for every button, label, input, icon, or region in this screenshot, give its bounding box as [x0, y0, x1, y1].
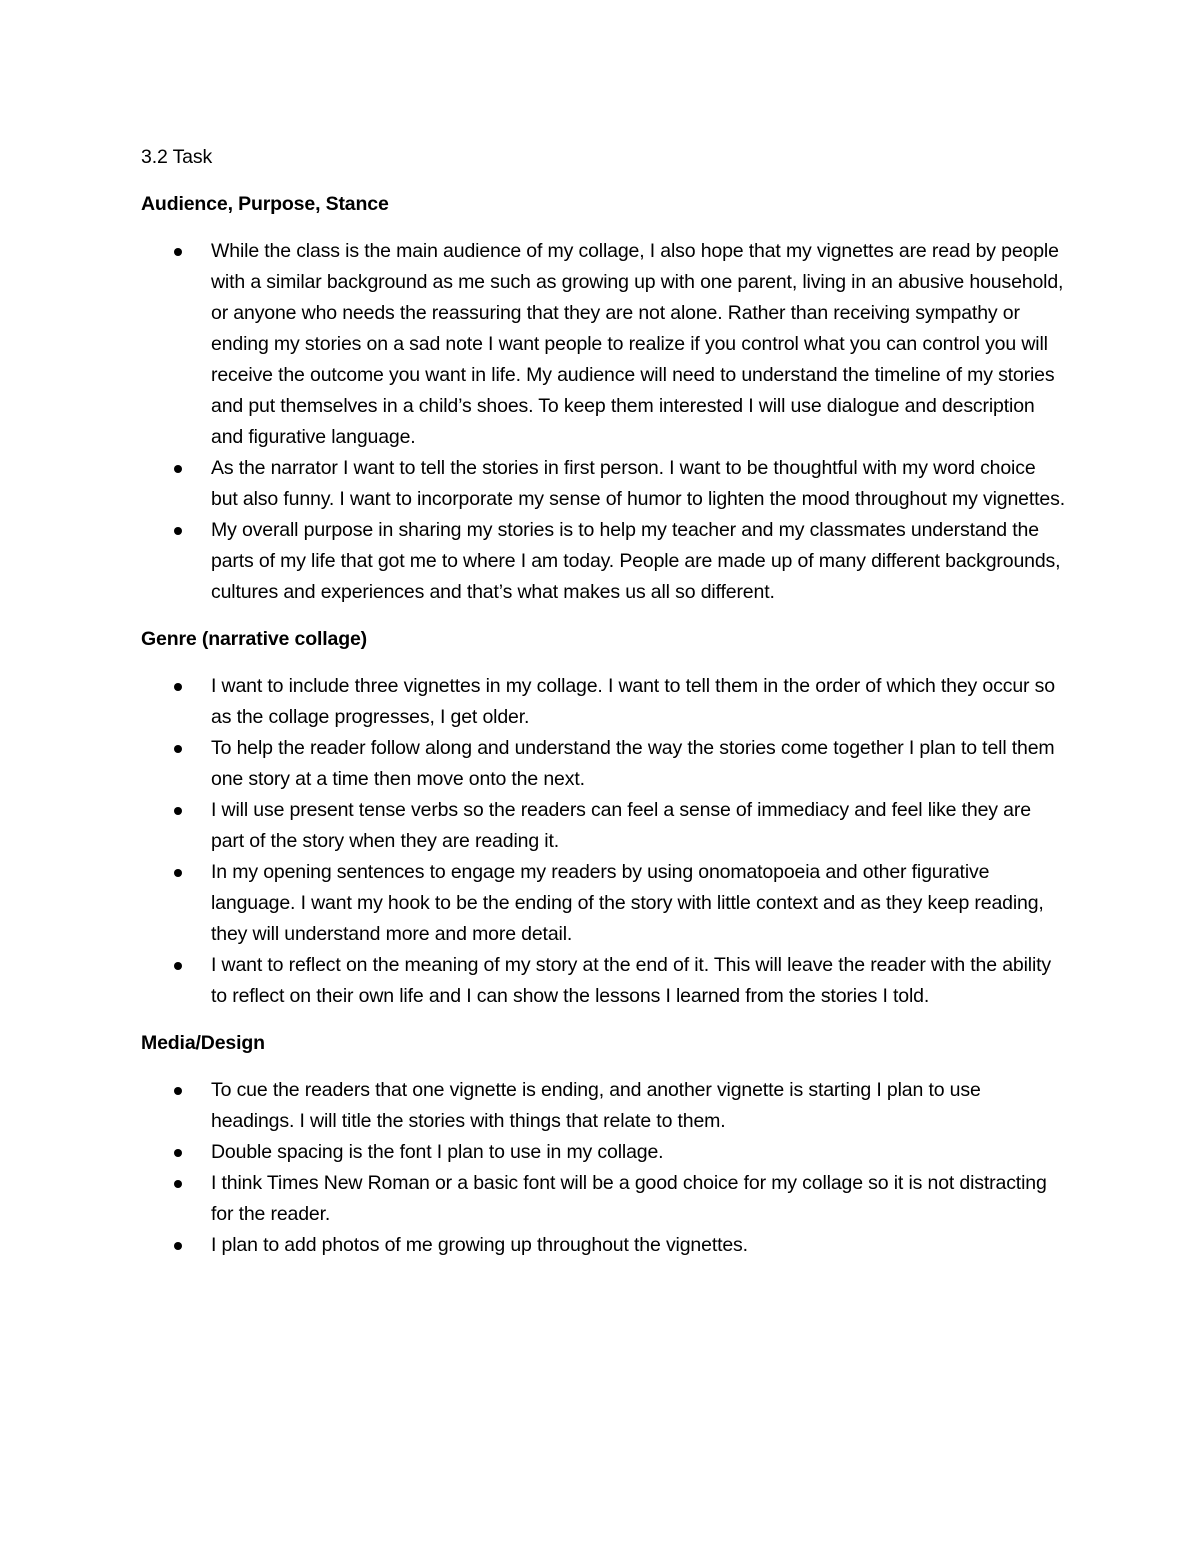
- bullet-text: In my opening sentences to engage my readers by using onomatopoeia and other figurative language. I want my hook to be the ending of the story with little context and as they keep reading, they will understand more and more detail.: [211, 861, 1044, 945]
- list-item: [141, 733, 1066, 795]
- section-heading-audience-purpose-stance: Audience, Purpose, Stance: [141, 193, 389, 215]
- list-item: [141, 1137, 1066, 1168]
- bullet-text: As the narrator I want to tell the stories in first person. I want to be thoughtful with my word choice but also funny. I want to incorporate my sense of humor to lighten the mood throughout my vignettes.: [211, 457, 1065, 510]
- section-heading-genre: Genre (narrative collage): [141, 628, 368, 650]
- bullet-text: I plan to add photos of me growing up throughout the vignettes.: [211, 1234, 748, 1256]
- task-title: 3.2 Task: [141, 146, 213, 168]
- bullet-text: I will use present tense verbs so the readers can feel a sense of immediacy and feel like they are part of the story when they are reading it.: [211, 799, 1031, 852]
- list-item: [141, 453, 1066, 515]
- list-item: [141, 515, 1066, 608]
- bullet-icon: [174, 683, 182, 691]
- bullet-icon: [174, 745, 182, 753]
- bullet-text: I want to reflect on the meaning of my story at the end of it. This will leave the reader with the ability to reflect on their own life and I can show the lessons I learned from the stories I told.: [211, 954, 1052, 1007]
- bullet-text: I think Times New Roman or a basic font will be a good choice for my collage so it is not distracting for the reader.: [211, 1172, 1047, 1225]
- list-item: [141, 857, 1066, 950]
- list-item: [141, 1075, 1066, 1137]
- list-item: [141, 950, 1066, 1012]
- bullet-icon: [174, 527, 182, 535]
- list-item: [141, 1168, 1066, 1230]
- bullet-icon: [174, 1149, 182, 1157]
- section-heading-media-design: Media/Design: [141, 1032, 265, 1054]
- bullet-icon: [174, 869, 182, 877]
- list-item: [141, 1230, 1066, 1261]
- list-item: [141, 671, 1066, 733]
- document-body: [141, 142, 1066, 1277]
- bullet-icon: [174, 1242, 182, 1250]
- bullet-icon: [174, 807, 182, 815]
- list-item: [141, 795, 1066, 857]
- bullet-list-audience: [141, 236, 1066, 608]
- bullet-icon: [174, 1180, 182, 1188]
- bullet-list-genre: [141, 671, 1066, 1012]
- bullet-list-media-design: [141, 1075, 1066, 1261]
- bullet-icon: [174, 1087, 182, 1095]
- bullet-text: To cue the readers that one vignette is ending, and another vignette is starting I plan to use headings. I will title the stories with things that relate to them.: [211, 1079, 981, 1132]
- bullet-icon: [174, 248, 182, 256]
- list-item: [141, 236, 1066, 453]
- bullet-text: While the class is the main audience of my collage, I also hope that my vignettes are read by people with a similar background as me such as growing up with one parent, living in an abusive household, or anyone who needs the reassuring that they are not alone. Rather than receiving sympathy or ending my stories on a sad note I want people to realize if you control what you can control you will receive the outcome you want in life. My audience will need to understand the timeline of my stories and put themselves in a child’s shoes. To keep them interested I will use dialogue and description and figurative language.: [211, 240, 1064, 448]
- bullet-text: My overall purpose in sharing my stories is to help my teacher and my classmates understand the parts of my life that got me to where I am today. People are made up of many different backgrounds, cultures and experiences and that’s what makes us all so different.: [211, 519, 1061, 603]
- bullet-icon: [174, 465, 182, 473]
- bullet-text: To help the reader follow along and understand the way the stories come together I plan to tell them one story at a time then move onto the next.: [211, 737, 1055, 790]
- bullet-text: I want to include three vignettes in my collage. I want to tell them in the order of which they occur so as the collage progresses, I get older.: [211, 675, 1055, 728]
- bullet-text: Double spacing is the font I plan to use in my collage.: [211, 1141, 664, 1163]
- bullet-icon: [174, 962, 182, 970]
